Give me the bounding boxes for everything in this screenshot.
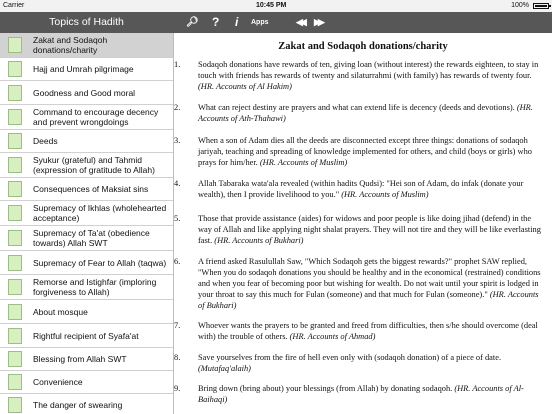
document-icon bbox=[8, 230, 22, 246]
document-icon bbox=[8, 109, 22, 125]
hadith-content bbox=[174, 33, 552, 414]
entry-source: (HR. Accounts of Al Hakim) bbox=[198, 82, 292, 91]
topic-label: Consequences of Maksiat sins bbox=[33, 184, 149, 194]
topic-label: Deeds bbox=[33, 136, 58, 146]
entry-number: 5. bbox=[174, 214, 181, 223]
document-icon bbox=[8, 133, 22, 149]
topic-label: Zakat and Sodaqoh donations/charity bbox=[33, 35, 108, 55]
previous-topic-button[interactable]: ◀◀ bbox=[296, 17, 304, 27]
status-bar bbox=[0, 0, 552, 12]
document-icon bbox=[8, 205, 22, 221]
document-icon bbox=[8, 255, 22, 271]
entry-source: (HR. Accounts of Muslim) bbox=[341, 190, 429, 199]
topic-item[interactable] bbox=[0, 153, 173, 178]
topic-item[interactable] bbox=[0, 300, 173, 324]
sidebar-title: Topics of Hadith bbox=[49, 16, 124, 28]
search-icon[interactable]: 🔎︎ bbox=[186, 17, 199, 28]
document-icon bbox=[8, 181, 22, 197]
document-icon bbox=[8, 397, 22, 413]
battery-icon bbox=[533, 3, 549, 9]
entry-number: 1. bbox=[174, 60, 181, 69]
topic-item[interactable] bbox=[0, 58, 173, 81]
help-button[interactable]: ? bbox=[212, 15, 220, 29]
topic-item[interactable] bbox=[0, 251, 173, 275]
entry-text: A friend asked Rasulullah Saw, "Which Sodaqoh gets the biggest rewards?" prophet SAW replied, "When you do sodaqoh donations you should be healthy and in the economical (restrained) conditions and when you fear of becoming poor but wishing for wealth. Do not wait until your spirit is lodged in your throat to say this much for Fulan (someone) and that much for Fulan (someone)." bbox=[198, 257, 541, 299]
entry-source: (HR. Accounts of Bukhari) bbox=[198, 290, 539, 310]
entry-text: What can reject destiny are prayers and what can extend life is decency (deeds and devotions). bbox=[198, 103, 515, 112]
topic-label: Goodness and Good moral bbox=[33, 87, 136, 98]
document-icon bbox=[8, 374, 22, 390]
topic-item[interactable] bbox=[0, 275, 173, 300]
topic-label: Blessing from Allah SWT bbox=[33, 354, 127, 364]
topic-label: Convenience bbox=[33, 377, 83, 387]
entry-text: Sodaqoh donations have rewards of ten, giving loan (without interest) the rewards eighteen, to stay in touch with friends has rewards of twenty and silaturrahmi (with family) has rewards of twenty four. bbox=[198, 60, 539, 80]
entry-number: 2. bbox=[174, 103, 181, 112]
content-title: Zakat and Sodaqoh donations/charity bbox=[278, 41, 448, 52]
document-icon bbox=[8, 279, 22, 295]
document-icon bbox=[8, 328, 22, 344]
topic-list bbox=[0, 33, 174, 414]
topic-label: Supremacy of Ta'at (obedience towards) Allah SWT bbox=[33, 228, 150, 248]
apps-button[interactable]: Apps bbox=[251, 19, 269, 26]
entry-number: 8. bbox=[174, 353, 181, 362]
topic-item[interactable] bbox=[0, 348, 173, 371]
topic-label: About mosque bbox=[33, 306, 88, 317]
entry-source: (HR. Accounts of Al-Baihaqi) bbox=[198, 384, 524, 404]
entry-number: 7. bbox=[174, 321, 181, 330]
entry-source: (HR. Accounts of Bukhari) bbox=[214, 236, 304, 245]
entry-source: (HR. Accounts of Ahmad) bbox=[289, 332, 376, 341]
topic-item[interactable] bbox=[0, 201, 173, 226]
topic-label: Command to encourage decency and prevent wrongdoings bbox=[33, 107, 159, 127]
document-icon bbox=[8, 351, 22, 367]
entry-source: (HR. Accounts of Muslim) bbox=[259, 158, 348, 167]
entry-text: Save yourselves from the fire of hell even only with (sodaqoh donation) of a piece of date. bbox=[198, 353, 502, 362]
topic-item[interactable] bbox=[0, 81, 173, 105]
clock: 10:45 PM bbox=[256, 2, 287, 9]
entry-text: Whoever wants the prayers to be granted and freed from difficulties, then s/he should overcome (deal with) the trouble of others. bbox=[198, 321, 538, 341]
topic-item[interactable] bbox=[0, 371, 173, 394]
topic-label: Remorse and Istighfar (imploring forgiveness to Allah) bbox=[33, 277, 157, 297]
entry-source: (HR. Accounts of Ath-Thahawi) bbox=[198, 103, 533, 123]
entry-source: (Mutafaq'alaih) bbox=[198, 364, 251, 373]
topic-item[interactable] bbox=[0, 178, 173, 201]
carrier-label: Carrier bbox=[3, 2, 25, 9]
document-icon bbox=[8, 157, 22, 173]
entry-number: 9. bbox=[174, 384, 181, 393]
topic-label: Hajj and Umrah pilgrimage bbox=[33, 64, 134, 74]
topic-item[interactable] bbox=[0, 394, 173, 414]
document-icon bbox=[8, 85, 22, 101]
topic-item[interactable] bbox=[0, 33, 173, 58]
entry-text: Bring down (bring about) your blessings (from Allah) by donating sodaqoh. bbox=[198, 384, 453, 393]
entry-text: Those that provide assistance (aides) for widows and poor people is like doing jihad (defend) in the way of Allah and like applying night shalat prayers. They will not tire and they will be like everlasting fast. bbox=[198, 214, 541, 245]
topic-label: Syukur (grateful) and Tahmid (expression of gratitude to Allah) bbox=[33, 155, 155, 175]
entry-text: When a son of Adam dies all the deeds are disconnected except three things: donations of sodaqoh jariyah, teaching and spreading of knowledge implemented for others, and child (boys or girls) who prays for him/her. bbox=[198, 136, 532, 167]
entry-number: 4. bbox=[174, 179, 181, 188]
topic-item[interactable] bbox=[0, 226, 173, 251]
battery-percent: 100% bbox=[511, 2, 529, 9]
topic-label: Supremacy of Ikhlas (wholehearted acceptance) bbox=[33, 203, 167, 223]
topic-label: The danger of swearing bbox=[33, 400, 123, 410]
toolbar bbox=[0, 12, 552, 33]
topic-item[interactable] bbox=[0, 105, 173, 130]
topic-label: Supremacy of Fear to Allah (taqwa) bbox=[33, 257, 167, 268]
document-icon bbox=[8, 37, 22, 53]
entry-number: 3. bbox=[174, 136, 181, 145]
info-icon[interactable]: i bbox=[235, 15, 239, 29]
next-topic-button[interactable]: ▶▶ bbox=[314, 17, 322, 27]
entry-text: Allah Tabaraka wata'ala revealed (within hadits Qudsi): "Hei son of Adam, do infak (donate your wealth), then I provide livelihood to you." bbox=[198, 179, 524, 199]
topic-item[interactable] bbox=[0, 130, 173, 153]
topic-label: Rightful recipient of Syafa'at bbox=[33, 330, 139, 341]
topic-item[interactable] bbox=[0, 324, 173, 348]
document-icon bbox=[8, 304, 22, 320]
document-icon bbox=[8, 61, 22, 77]
entry-number: 6. bbox=[174, 257, 181, 266]
